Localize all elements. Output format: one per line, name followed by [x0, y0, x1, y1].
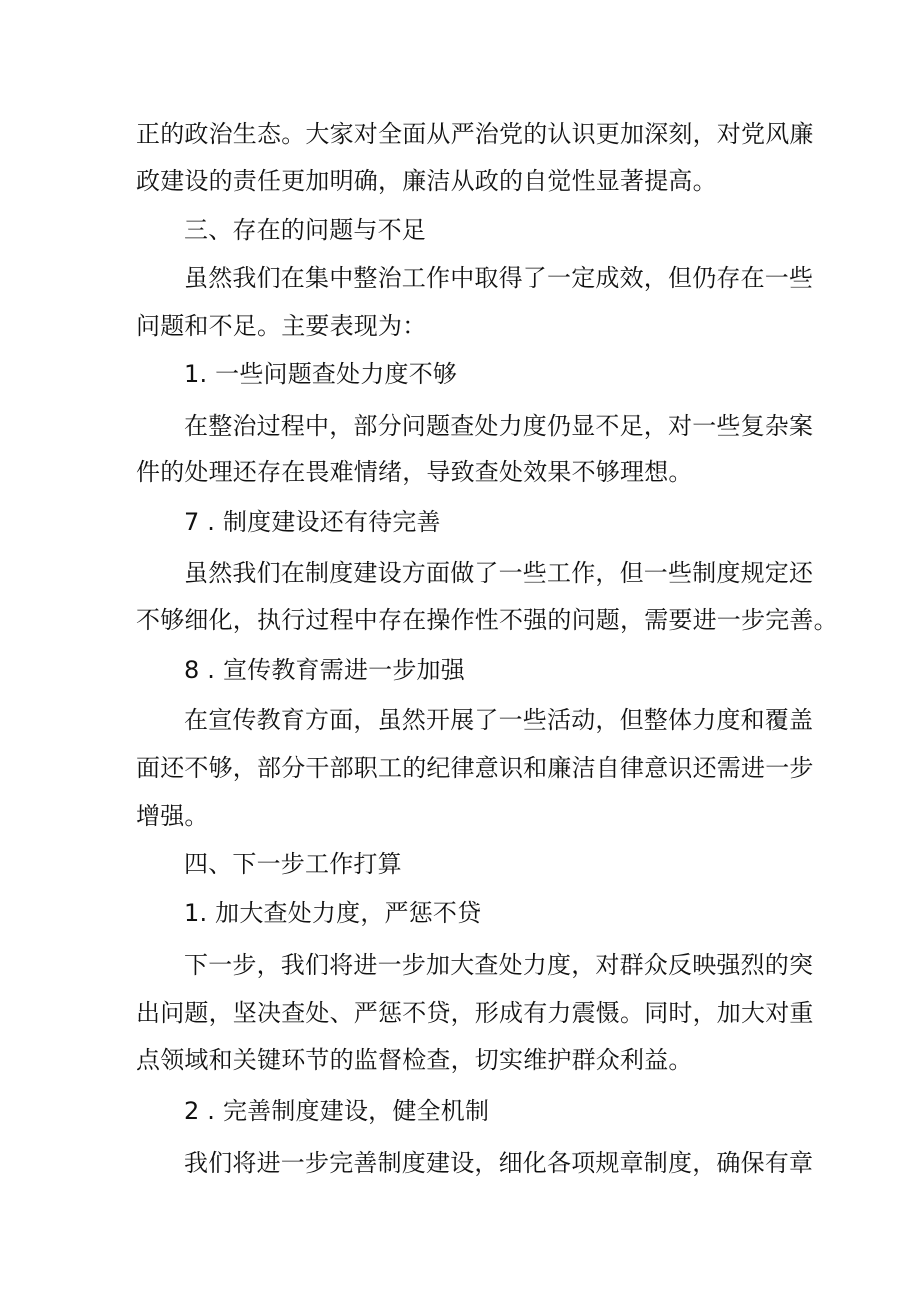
paragraph-line: 件的处理还存在畏难情绪，导致查处效果不够理想。: [136, 458, 693, 486]
subheading: 8 . 宣传教育需进一步加强: [184, 656, 465, 684]
subheading: 2 . 完善制度建设，健全机制: [184, 1097, 490, 1125]
paragraph-line: 我们将进一步完善制度建设，细化各项规章制度，确保有章: [184, 1149, 814, 1177]
paragraph-line: 虽然我们在集中整治工作中取得了一定成效，但仍存在一些: [184, 264, 814, 292]
paragraph-line: 面还不够，部分干部职工的纪律意识和廉洁自律意识还需进一步: [136, 754, 814, 782]
paragraph-line: 不够细化，执行过程中存在操作性不强的问题，需要进一步完善。: [136, 606, 838, 634]
section-heading: 三、存在的问题与不足: [184, 216, 426, 244]
paragraph-line: 下一步，我们将进一步加大查处力度，对群众反映强烈的突: [184, 951, 814, 979]
paragraph-line: 问题和不足。主要表现为：: [136, 312, 427, 340]
section-heading: 四、下一步工作打算: [184, 850, 402, 878]
paragraph-line: 出问题，坚决查处、严惩不贷，形成有力震慑。同时，加大对重: [136, 999, 814, 1027]
paragraph-line: 虽然我们在制度建设方面做了一些工作，但一些制度规定还: [184, 559, 814, 587]
paragraph-line: 在宣传教育方面，虽然开展了一些活动，但整体力度和覆盖: [184, 706, 814, 734]
paragraph-line: 正的政治生态。大家对全面从严治党的认识更加深刻，对党风廉: [136, 120, 814, 148]
paragraph-line: 在整治过程中，部分问题查处力度仍显不足，对一些复杂案: [184, 412, 814, 440]
subheading: 1. 加大查处力度，严惩不贷: [184, 899, 482, 927]
paragraph-line: 政建设的责任更加明确，廉洁从政的自觉性显著提高。: [136, 167, 717, 195]
paragraph-line: 增强。: [136, 802, 209, 830]
subheading: 7 . 制度建设还有待完善: [184, 508, 441, 536]
paragraph-line: 点领域和关键环节的监督检查，切实维护群众利益。: [136, 1046, 693, 1074]
subheading: 1. 一些问题查处力度不够: [184, 360, 458, 388]
